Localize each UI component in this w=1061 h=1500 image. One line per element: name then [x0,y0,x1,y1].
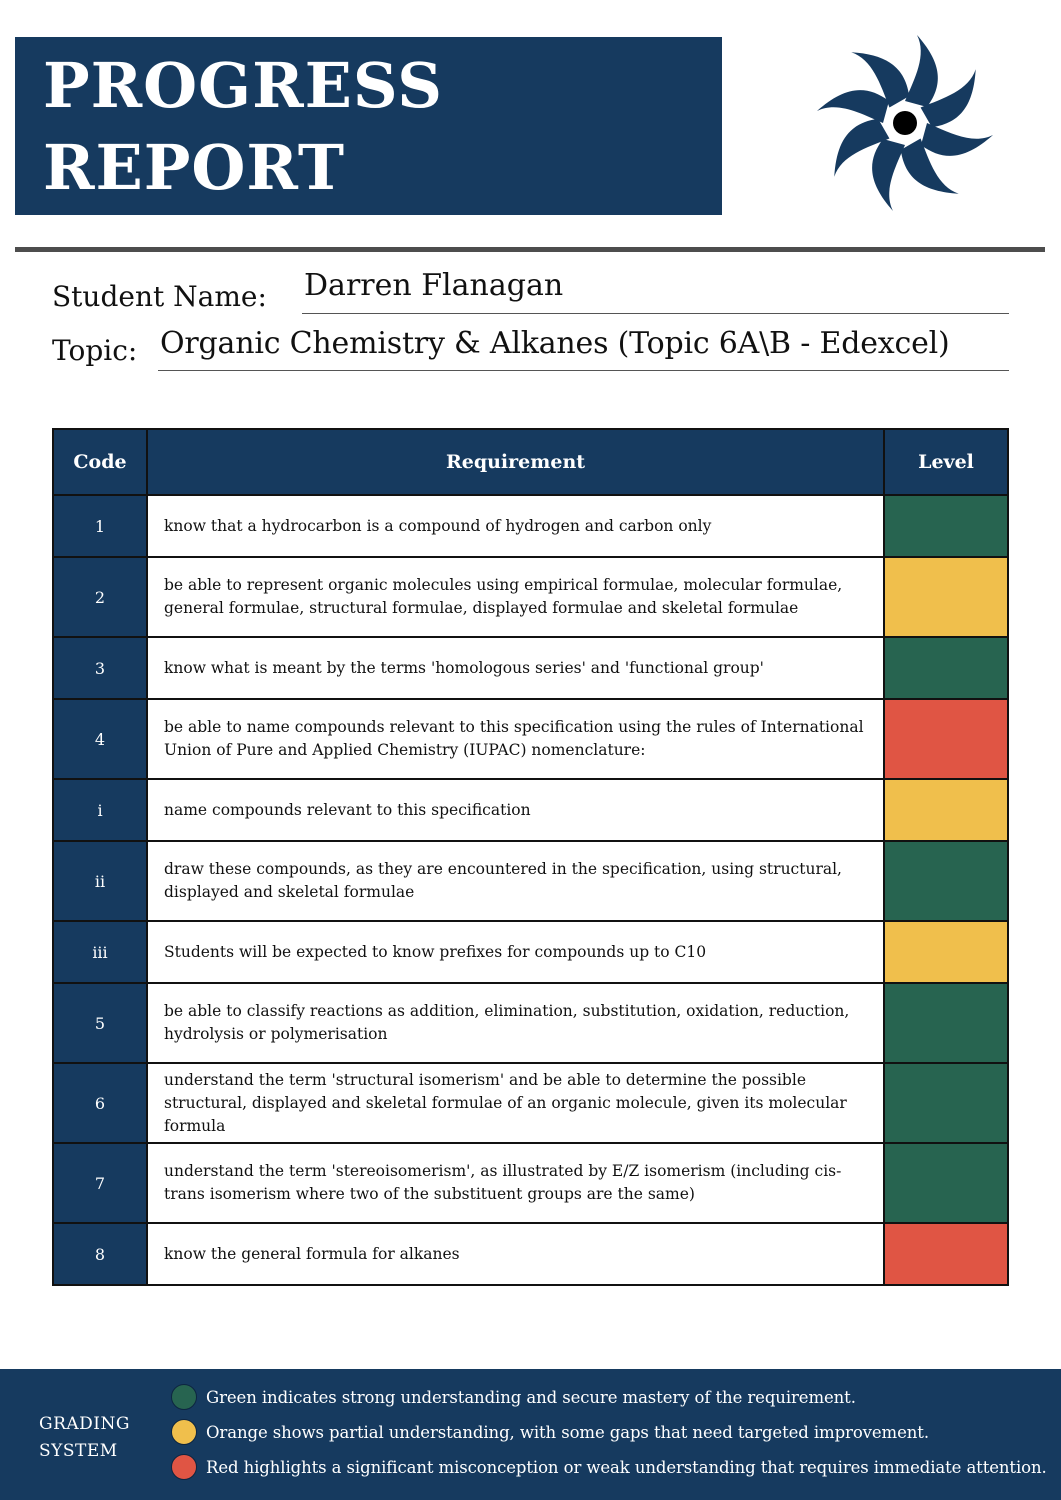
logo-blade [817,90,889,123]
row-requirement: know that a hydrocarbon is a compound of hydrogen and carbon only [148,496,885,556]
row-code: 8 [54,1224,148,1284]
table-row [54,1222,1007,1284]
grading-label [39,1411,130,1465]
student-name-label: Student Name: [52,280,267,313]
legend-text: Red highlights a significant misconception or weak understanding that requires immediate attention. [206,1457,1047,1477]
row-code: 4 [54,700,148,778]
row-requirement: draw these compounds, as they are encountered in the specification, using structural, displayed and skeletal formulae [148,842,885,920]
divider [15,247,1045,252]
row-level-red [885,700,1007,778]
row-level-green [885,638,1007,698]
table-row [54,556,1007,636]
row-code: i [54,780,148,840]
legend-dot-green [171,1384,197,1410]
grading-label-line-1: GRADING [39,1414,130,1434]
title-line-1: PROGRESS [43,49,444,122]
table-row [54,698,1007,778]
row-requirement: understand the term 'stereoisomerism', as illustrated by E/Z isomerism (including cis-trans isomerism where two of the substituent groups are the same) [148,1144,885,1222]
row-level-orange [885,558,1007,636]
table-row [54,636,1007,698]
row-requirement: Students will be expected to know prefixes for compounds up to C10 [148,922,885,982]
row-code: 3 [54,638,148,698]
table-row [54,1142,1007,1222]
grading-footer [0,1369,1061,1500]
table-row [54,840,1007,920]
legend-item-red [171,1454,1047,1480]
row-code: 6 [54,1064,148,1142]
table-row [54,982,1007,1062]
row-requirement: name compounds relevant to this specification [148,780,885,840]
table-header-row [54,430,1007,494]
header-level: Level [885,430,1007,494]
row-requirement: know the general formula for alkanes [148,1224,885,1284]
row-level-green [885,842,1007,920]
row-code: iii [54,922,148,982]
row-requirement: know what is meant by the terms 'homologous series' and 'functional group' [148,638,885,698]
logo-blade [905,35,938,107]
legend-text: Orange shows partial understanding, with some gaps that need targeted improvement. [206,1422,929,1442]
row-level-orange [885,780,1007,840]
title-line-2: REPORT [43,131,345,204]
table-row [54,1062,1007,1142]
legend-text: Green indicates strong understanding and secure mastery of the requirement. [206,1387,856,1407]
row-requirement: understand the term 'structural isomerism' and be able to determine the possible structural, displayed and skeletal formulae of an organic molecule, given its molecular formula [148,1064,885,1142]
row-level-green [885,1064,1007,1142]
row-requirement: be able to name compounds relevant to this specification using the rules of International Union of Pure and Applied Chemistry (IUPAC) nomenclature: [148,700,885,778]
table-row [54,920,1007,982]
header-code: Code [54,430,148,494]
row-code: 7 [54,1144,148,1222]
legend-dot-red [171,1454,197,1480]
topic-value: Organic Chemistry & Alkanes (Topic 6A\B - Edexcel) [158,326,1009,371]
table-row [54,778,1007,840]
logo-blade [921,123,993,156]
header-requirement: Requirement [148,430,885,494]
row-requirement: be able to represent organic molecules using empirical formulae, molecular formulae, general formulae, structural formulae, displayed formulae and skeletal formulae [148,558,885,636]
row-level-green [885,984,1007,1062]
legend-dot-orange [171,1419,197,1445]
topic-label: Topic: [52,334,138,367]
row-level-orange [885,922,1007,982]
title-banner [15,37,722,215]
row-code: 2 [54,558,148,636]
row-level-green [885,1144,1007,1222]
legend-item-orange [171,1419,929,1445]
row-level-green [885,496,1007,556]
logo-blade [872,139,905,211]
grading-label-line-2: SYSTEM [39,1441,118,1461]
table-row [54,494,1007,556]
pinwheel-logo-icon [815,32,995,214]
row-requirement: be able to classify reactions as addition, elimination, substitution, oxidation, reduction, hydrolysis or polymerisation [148,984,885,1062]
requirements-table [52,428,1009,1286]
row-level-red [885,1224,1007,1284]
row-code: 1 [54,496,148,556]
row-code: 5 [54,984,148,1062]
legend-item-green [171,1384,856,1410]
student-name-value: Darren Flanagan [302,268,1009,314]
row-code: ii [54,842,148,920]
